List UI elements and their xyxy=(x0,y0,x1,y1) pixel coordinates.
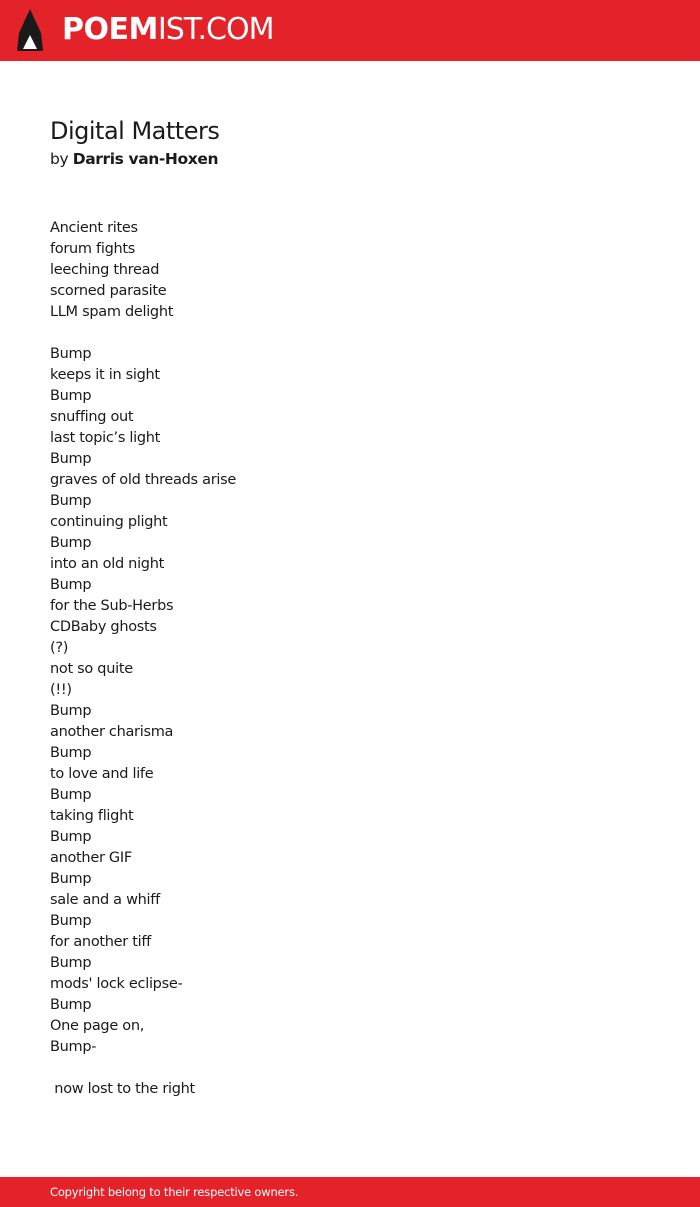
poem-line: Bump xyxy=(50,388,92,404)
site-logo[interactable] xyxy=(62,12,273,48)
poem-line: Bump xyxy=(50,346,92,362)
poem-line: LLM spam delight xyxy=(50,304,174,320)
poem-body xyxy=(50,218,650,1100)
poem-line: scorned parasite xyxy=(50,283,167,299)
poem-line: another GIF xyxy=(50,850,132,866)
poem-line: Bump xyxy=(50,451,92,467)
poem-line: Bump xyxy=(50,703,92,719)
poem-line: forum fights xyxy=(50,241,136,257)
poem-line: Bump xyxy=(50,787,92,803)
poem-line: another charisma xyxy=(50,724,174,740)
by-label: by xyxy=(50,150,69,168)
byline xyxy=(50,149,650,169)
poem-line: Bump- xyxy=(50,1039,97,1055)
poem-line: snuffing out xyxy=(50,409,134,425)
poem-line xyxy=(50,1058,650,1079)
poem-line: now lost to the right xyxy=(50,1081,195,1097)
poem-line: last topic’s light xyxy=(50,430,161,446)
poem-line: Bump xyxy=(50,535,92,551)
poem-header xyxy=(50,114,650,169)
author-name: Darris van-Hoxen xyxy=(72,150,219,168)
poem-line xyxy=(50,323,650,344)
poem-line: Bump xyxy=(50,997,92,1013)
poem-line: Ancient rites xyxy=(50,220,138,236)
poem-line: Bump xyxy=(50,829,92,845)
poem-line: for another tiff xyxy=(50,934,151,950)
poem-line: sale and a whiff xyxy=(50,892,160,908)
poem-line: Bump xyxy=(50,871,92,887)
poem-line: graves of old threads arise xyxy=(50,472,236,488)
site-header xyxy=(0,0,700,61)
poem-line: not so quite xyxy=(50,661,133,677)
logo-light-text: IST.COM xyxy=(157,12,274,47)
site-footer xyxy=(0,1177,700,1207)
poem-line: Bump xyxy=(50,913,92,929)
poem-line: Bump xyxy=(50,577,92,593)
copyright-notice: Copyright belong to their respective owners. xyxy=(50,1185,299,1199)
poem-line: taking flight xyxy=(50,808,134,824)
poem-line: Bump xyxy=(50,745,92,761)
poem-line: keeps it in sight xyxy=(50,367,160,383)
poem-line: Bump xyxy=(50,955,92,971)
poem-line: leeching thread xyxy=(50,262,160,278)
poem-line: continuing plight xyxy=(50,514,168,530)
poem-line: (?) xyxy=(50,640,69,656)
poem-line: Bump xyxy=(50,493,92,509)
poem-line: to love and life xyxy=(50,766,154,782)
poem-line: mods' lock eclipse- xyxy=(50,976,183,992)
poem-line: into an old night xyxy=(50,556,164,572)
poem-title: Digital Matters xyxy=(50,117,220,145)
poem-line: One page on, xyxy=(50,1018,145,1034)
logo-bold-text: POEM xyxy=(62,12,158,47)
poem-line: for the Sub-Herbs xyxy=(50,598,174,614)
poem-line: CDBaby ghosts xyxy=(50,619,157,635)
pencil-logo-icon[interactable] xyxy=(17,9,43,51)
poem-line: (!!) xyxy=(50,682,72,698)
